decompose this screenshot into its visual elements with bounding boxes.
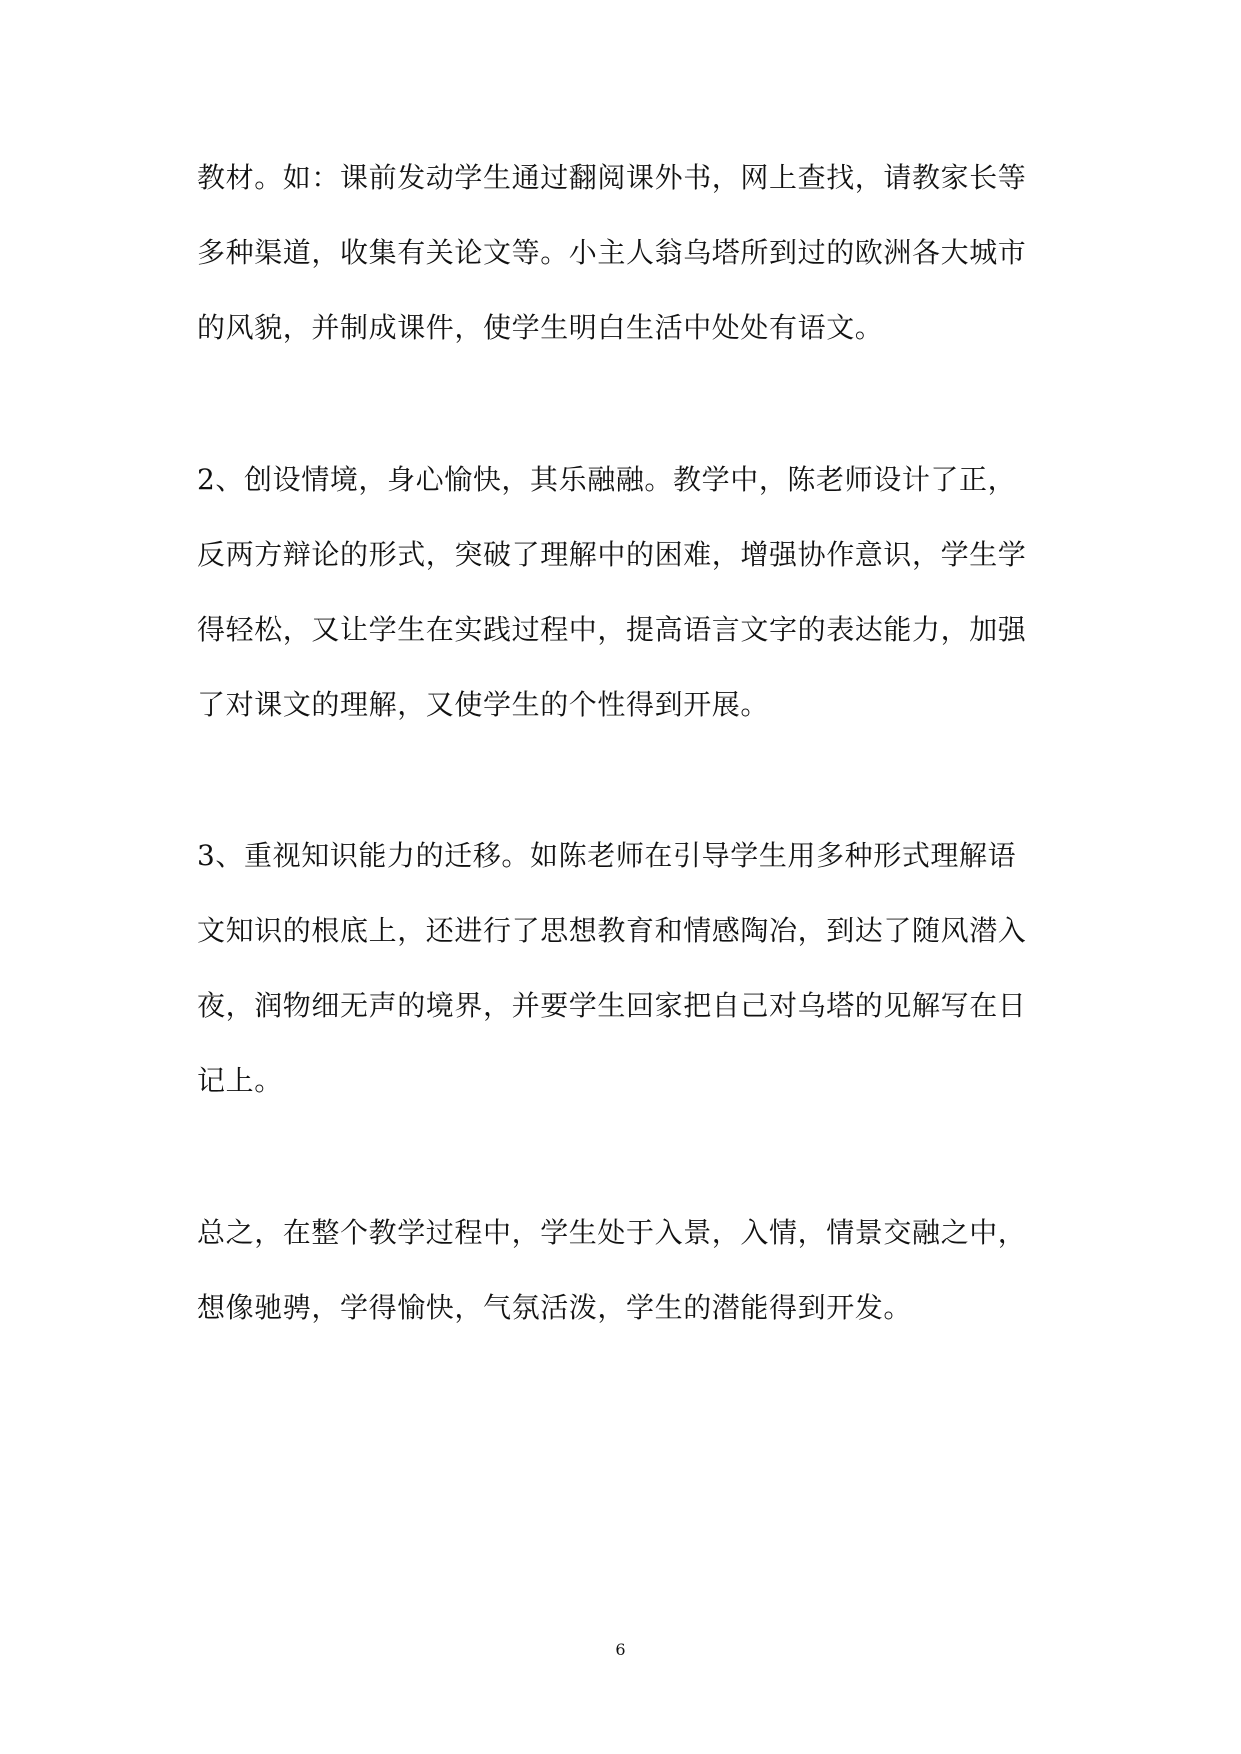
paragraph-3-line-4: 记上。 [197,1064,283,1097]
paragraph-3-line-1: 3、重视知识能力的迁移。如陈老师在引导学生用多种形式理解语 [197,839,1017,872]
paragraph-1-line-3: 的风貌，并制成课件，使学生明白生活中处处有语文。 [197,311,884,344]
page-number: 6 [615,1640,626,1659]
paragraph-2-line-2: 反两方辩论的形式，突破了理解中的困难，增强协作意识，学生学 [197,538,1027,571]
paragraph-4-line-2: 想像驰骋，学得愉快，气氛活泼，学生的潜能得到开发。 [197,1291,913,1324]
paragraph-4-line-1: 总之，在整个教学过程中，学生处于入景，入情，情景交融之中， [197,1216,1027,1249]
paragraph-3-line-3: 夜，润物细无声的境界，并要学生回家把自己对乌塔的见解写在日 [197,989,1027,1022]
paragraph-1-line-1: 教材。如：课前发动学生通过翻阅课外书，网上查找，请教家长等 [197,161,1027,194]
paragraph-1-line-2: 多种渠道，收集有关论文等。小主人翁乌塔所到过的欧洲各大城市 [197,236,1027,269]
paragraph-2-line-1: 2、创设情境，身心愉快，其乐融融。教学中，陈老师设计了正， [197,463,1017,496]
paragraph-2-line-3: 得轻松，又让学生在实践过程中，提高语言文字的表达能力，加强 [197,613,1027,646]
paragraph-3-line-2: 文知识的根底上，还进行了思想教育和情感陶冶，到达了随风潜入 [197,914,1027,947]
paragraph-2-line-4: 了对课文的理解，又使学生的个性得到开展。 [197,688,770,721]
